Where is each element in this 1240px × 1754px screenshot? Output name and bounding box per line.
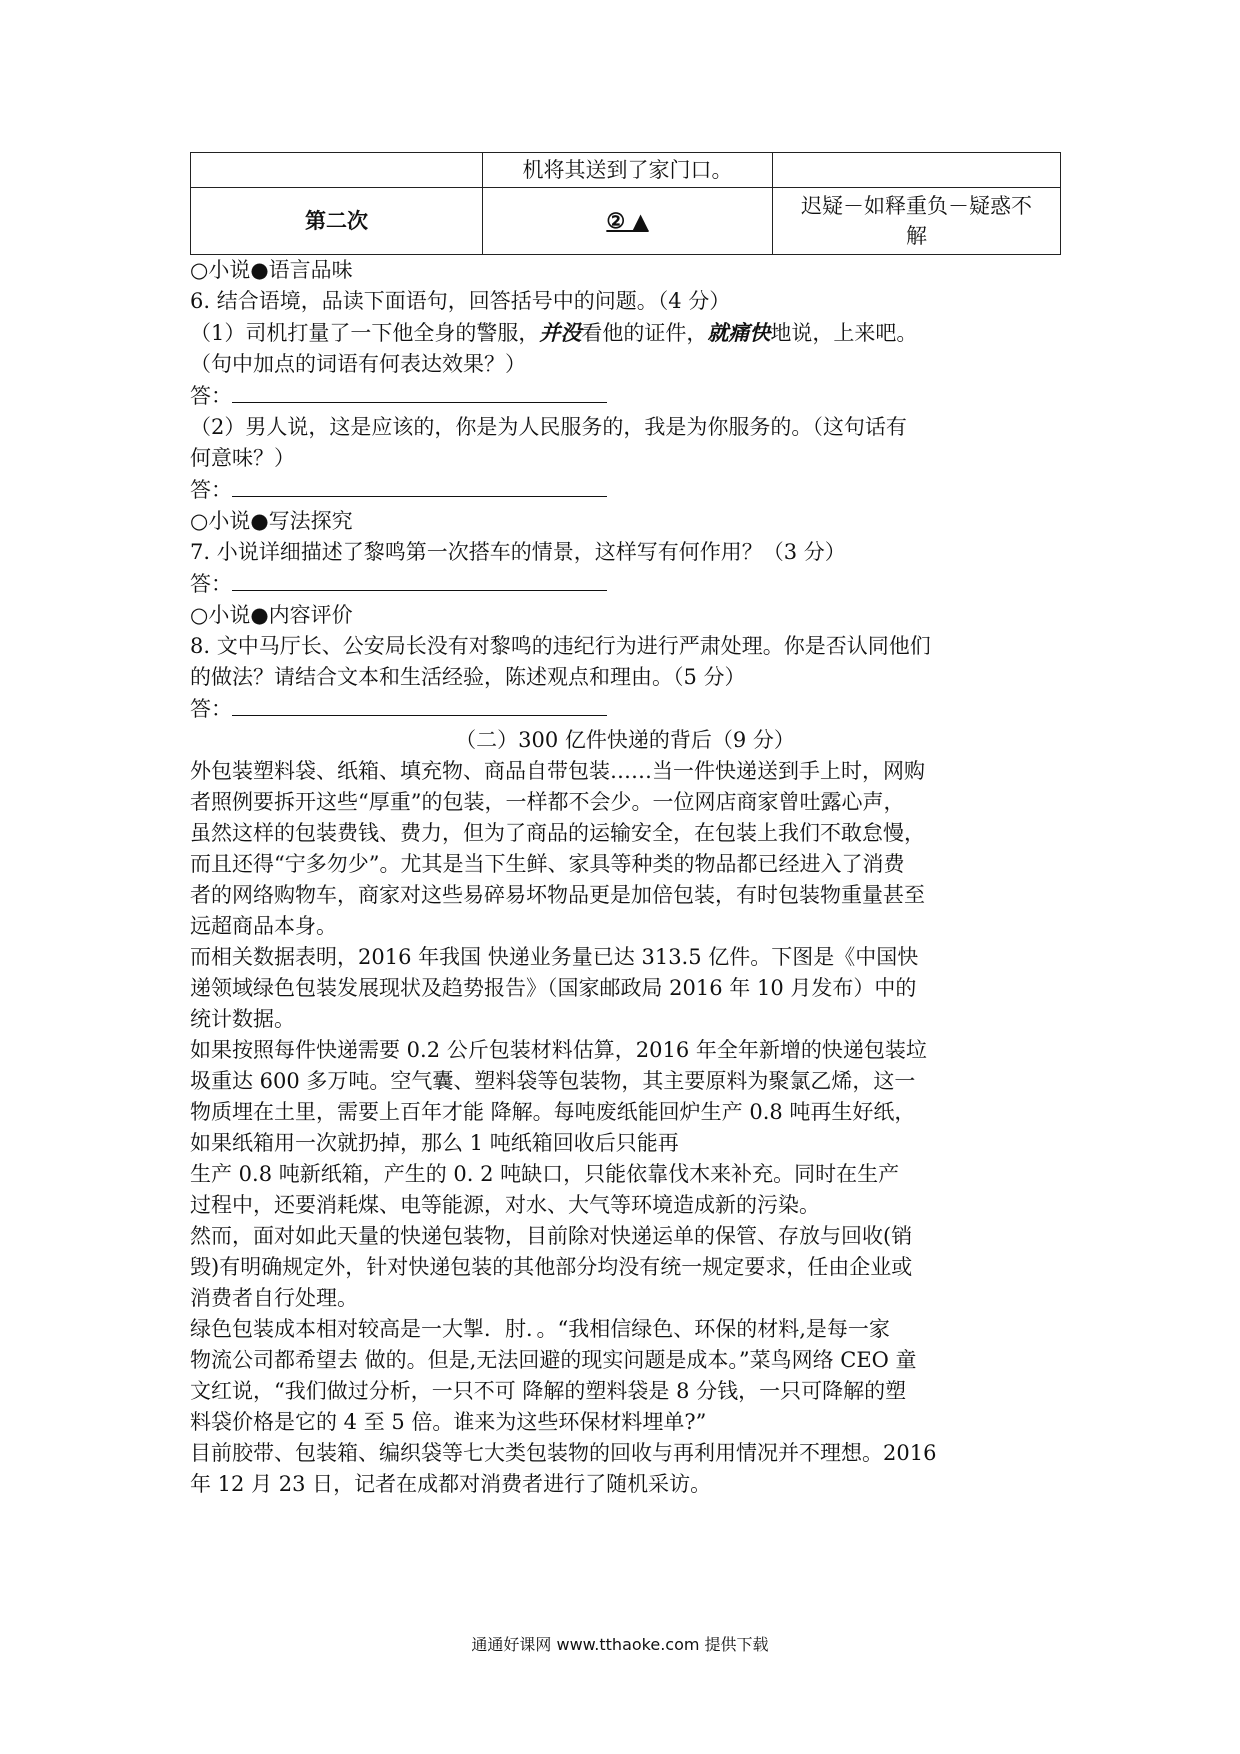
answer-line [190,693,1060,725]
answer-blank[interactable] [232,380,607,403]
paragraph-line: 远超商品本身。 [190,914,337,938]
section-label: ○小说●写法探究 [190,509,353,533]
text-run: （1）司机打量了一下他全身的警服， [190,321,540,345]
question-item: 何意味？） [190,446,295,470]
table-cell-emotion [773,188,1061,255]
answer-label: 答： [190,572,232,596]
paragraph-line: 消费者自行处理。 [190,1286,358,1310]
emotion-line: 迟疑－如释重负－疑惑不 [801,194,1032,218]
paragraph-line: 毁)有明确规定外，针对快递包装的其他部分均没有统一规定要求，任由企业或 [190,1255,913,1279]
section-label: ○小说●内容评价 [190,603,353,627]
table-cell [773,153,1061,188]
answer-blank[interactable] [232,568,607,591]
page-content [190,152,1060,1500]
question-title: 的做法？请结合文本和生活经验，陈述观点和理由。（5 分） [190,665,746,689]
answer-blank[interactable] [232,693,607,716]
question-title: 6. 结合语境，品读下面语句，回答括号中的问题。（4 分） [190,289,731,313]
paragraph-line: 圾重达 600 多万吨。空气囊、塑料袋等包装物，其主要原料为聚氯乙烯，这一 [190,1069,916,1093]
answer-line [190,474,1060,506]
paragraph-line: 者照例要拆开这些“厚重”的包装，一样都不会少。一位网店商家曾吐露心声， [190,790,905,814]
answer-label: 答： [190,478,232,502]
table-row [191,153,1061,188]
emphasis-text: 并没 [539,320,582,345]
article-paragraph [190,756,1060,942]
section-label: ○小说●语言品味 [190,258,353,282]
table-cell-label: 第二次 [191,188,483,255]
paragraph-line: 统计数据。 [190,1007,295,1031]
article-paragraph [190,1221,1060,1314]
paragraph-line: 然而，面对如此天量的快递包装物，目前除对快递运单的保管、存放与回收(销 [190,1224,913,1248]
paragraph-line: 递领域绿色包装发展现状及趋势报告》（国家邮政局 2016 年 10 月发布）中的 [190,976,917,1000]
paragraph-line: 物流公司都希望去 做的。但是,无法回避的现实问题是成本。”菜鸟网络 CEO 童 [190,1348,917,1372]
question-title: 7. 小说详细描述了黎鸣第一次搭车的情景，这样写有何作用？（3 分） [190,540,846,564]
question-title: 8. 文中马厅长、公安局长没有对黎鸣的违纪行为进行严肃处理。你是否认同他们 [190,634,931,658]
page-footer: 通通好课网 www.tthaoke.com 提供下载 [471,1635,769,1654]
paragraph-line: 文红说，“我们做过分析，一只不可 降解的塑料袋是 8 分钱，一只可降解的塑 [190,1379,907,1403]
paragraph-line: 料袋价格是它的 4 至 5 倍。谁来为这些环保材料埋单?” [190,1410,707,1434]
paragraph-line: 如果按照每件快递需要 0.2 公斤包装材料估算，2016 年全年新增的快递包装垃 [190,1038,927,1062]
article-paragraph [190,1438,1060,1500]
paragraph-line: 如果纸箱用一次就扔掉，那么 1 吨纸箱回收后只能再 [190,1131,679,1155]
table-cell [191,153,483,188]
paragraph-line: 过程中，还要消耗煤、电等能源，对水、大气等环境造成新的污染。 [190,1193,820,1217]
emphasis-text: 就痛快 [707,320,771,345]
table-cell-blank: ② ▲ [483,188,773,255]
paragraph-line: 而且还得“宁多勿少”。尤其是当下生鲜、家具等种类的物品都已经进入了消费 [190,852,905,876]
paragraph-line: 虽然这样的包装费钱、费力，但为了商品的运输安全，在包装上我们不敢怠慢， [190,821,925,845]
article-heading: （二）300 亿件快递的背后（9 分） [455,728,795,752]
paragraph-line: 外包装塑料袋、纸箱、填充物、商品自带包装……当一件快递送到手上时，网购 [190,759,925,783]
answer-line [190,568,1060,600]
questions [190,255,1060,1500]
article-paragraph [190,1035,1060,1221]
paragraph-line: 物质埋在土里，需要上百年才能 降解。每吨废纸能回炉生产 0.8 吨再生好纸， [190,1100,916,1124]
text-run: 地说，上来吧。 [770,321,918,345]
answer-label: 答： [190,697,232,721]
emotion-line: 解 [906,224,927,248]
comparison-table [190,152,1061,255]
text-run: 看他的证件， [581,321,708,345]
table-cell: 机将其送到了家门口。 [483,153,773,188]
paragraph-line: 者的网络购物车，商家对这些易碎易坏物品更是加倍包装，有时包装物重量甚至 [190,883,925,907]
paragraph-line: 而相关数据表明，2016 年我国 快递业务量已达 313.5 亿件。下图是《中国快 [190,945,919,969]
question-item [190,317,1060,349]
paragraph-line: 生产 0.8 吨新纸箱，产生的 0. 2 吨缺口，只能依靠伐木来补充。同时在生产 [190,1162,900,1186]
question-item: （句中加点的词语有何表达效果？） [190,352,526,376]
answer-blank[interactable] [232,474,607,497]
paragraph-line: 目前胶带、包装箱、编织袋等七大类包装物的回收与再利用情况并不理想。2016 [190,1441,937,1465]
article-paragraph [190,1314,1060,1438]
question-item: （2）男人说，这是应该的，你是为人民服务的，我是为你服务的。（这句话有 [190,415,907,439]
table-row [191,188,1061,255]
paragraph-line: 绿色包装成本相对较高是一大掣．肘．。“我相信绿色、环保的材料,是每一家 [190,1317,890,1341]
article-paragraph [190,942,1060,1035]
paragraph-line: 年 12 月 23 日，记者在成都对消费者进行了随机采访。 [190,1472,712,1496]
answer-line [190,380,1060,412]
answer-label: 答： [190,384,232,408]
